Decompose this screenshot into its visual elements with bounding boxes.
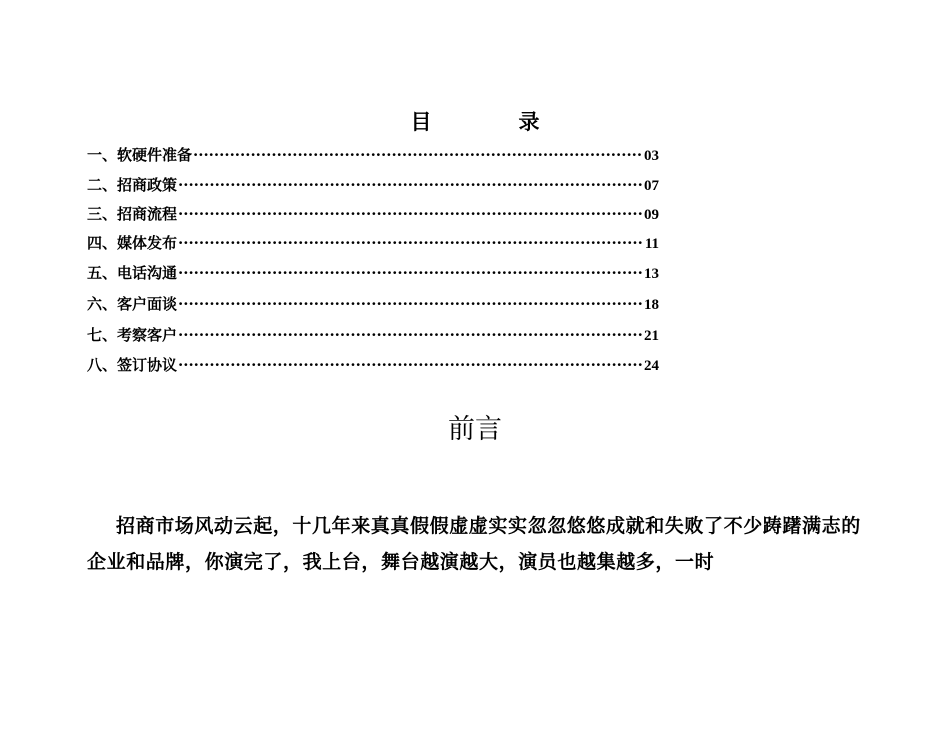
toc-leader-dots: [178, 293, 643, 315]
toc-leader-dots: [178, 354, 643, 376]
toc-item-label: 五、电话沟通: [87, 264, 178, 282]
toc-item-page: 03: [644, 148, 659, 164]
preface-heading: 前言: [448, 414, 502, 445]
preface-paragraph: 招商市场风动云起，十几年来真真假假虚虚实实忽忽悠悠成就和失败了不少踌躇满志的企业和品牌，你演完了，我上台，舞台越演越大，演员也越集越多，一时: [87, 515, 861, 573]
toc-item-page: 18: [644, 297, 659, 313]
toc-item-label: 一、软硬件准备: [87, 146, 193, 164]
toc-item[interactable]: [87, 174, 659, 196]
toc-item-label: 七、考察客户: [87, 326, 178, 344]
toc-item-page: 13: [644, 266, 659, 282]
toc-item-label: 四、媒体发布: [87, 234, 178, 252]
toc-item-page: 07: [644, 178, 659, 194]
toc-item-label: 六、客户面谈: [87, 295, 178, 313]
toc-leader-dots: [193, 144, 643, 166]
toc-item[interactable]: [87, 232, 659, 254]
toc-title-char-1: 目: [410, 109, 432, 134]
toc-leader-dots: [178, 174, 643, 196]
toc-item-label: 三、招商流程: [87, 205, 178, 223]
toc-item-page: 21: [644, 328, 659, 344]
toc-item-page: 11: [644, 236, 659, 252]
toc-item-page: 24: [644, 358, 659, 374]
toc-title-char-2: 录: [518, 109, 540, 134]
toc-item[interactable]: [87, 203, 659, 225]
toc-item[interactable]: [87, 354, 659, 376]
toc-item[interactable]: [87, 293, 659, 315]
toc-leader-dots: [178, 232, 644, 254]
toc-leader-dots: [178, 203, 643, 225]
toc-item-label: 二、招商政策: [87, 176, 178, 194]
toc-item-page: 09: [644, 207, 659, 223]
toc-item[interactable]: [87, 144, 659, 166]
toc-item[interactable]: [87, 324, 659, 346]
toc-leader-dots: [178, 324, 643, 346]
toc-title: [0, 108, 950, 136]
toc-item[interactable]: [87, 262, 659, 284]
toc-leader-dots: [178, 262, 643, 284]
toc-item-label: 八、签订协议: [87, 356, 178, 374]
